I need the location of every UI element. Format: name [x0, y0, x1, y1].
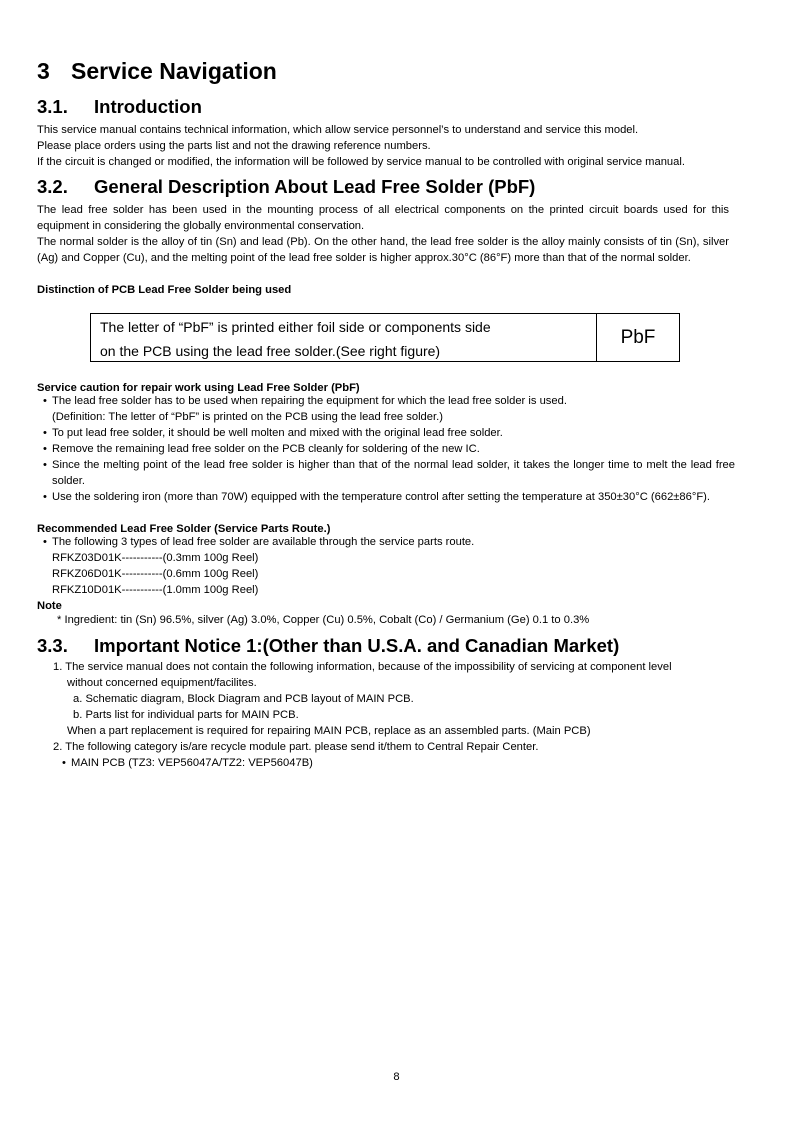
recommended-bullet: • The following 3 types of lead free solder are available through the service parts route. [43, 536, 475, 548]
section-3-2-heading [37, 176, 535, 198]
notice-item-1b: b. Parts list for individual parts for MAIN PCB. [73, 709, 299, 721]
caution-bullet-1: • The lead free solder has to be used when repairing the equipment for which the lead free solder is used. [43, 395, 567, 407]
caution-bullet-4: • Since the melting point of the lead free solder is higher than that of the normal lead solder, it takes the longer time to melt the lead free solder. [43, 459, 735, 487]
intro-line-2: Please place orders using the parts list and not the drawing reference numbers. [37, 140, 431, 152]
caution-bullet-2: • To put lead free solder, it should be well molten and mixed with the original lead free solder. [43, 427, 503, 439]
section-3-3-heading [37, 635, 619, 657]
notice-item-1: 1. The service manual does not contain the following information, because of the impossibility of servicing at component level [53, 661, 672, 673]
bullet: • [62, 757, 66, 769]
part-rfkz06: RFKZ06D01K-----------(0.6mm 100g Reel) [52, 568, 259, 580]
section-title: General Description About Lead Free Solder (PbF) [94, 176, 536, 197]
lead-free-paragraph-1: The lead free solder has been used in the mounting process of all electrical components on the printed circuit boards used for this equipment in considering the globally environmental conservation. [37, 204, 729, 232]
bullet: • [43, 536, 47, 548]
bullet: • [43, 443, 47, 455]
section-title: Important Notice 1:(Other than U.S.A. and Canadian Market) [94, 635, 620, 656]
pbf-notice-line-2: on the PCB using the lead free solder.(See right figure) [100, 343, 441, 359]
chapter-number: 3 [37, 58, 50, 84]
notice-item-1-cont: without concerned equipment/facilites. [67, 677, 257, 689]
caution-bullet-5: • Use the soldering iron (more than 70W) equipped with the temperature control after setting the temperature at 350±30°C (662±86°F). [43, 491, 711, 503]
page-number: 8 [393, 1071, 400, 1083]
notice-item-2: 2. The following category is/are recycle module part. please send it/them to Central Repair Center. [53, 741, 539, 753]
section-number: 3.3. [37, 635, 68, 656]
section-title: Introduction [94, 96, 202, 117]
recommended-solder-heading: Recommended Lead Free Solder (Service Parts Route.) [37, 523, 331, 535]
pbf-definition: (Definition: The letter of “PbF” is printed on the PCB using the lead free solder.) [52, 411, 443, 423]
section-number: 3.1. [37, 96, 68, 117]
chapter-title: Service Navigation [71, 58, 277, 84]
bullet: • [43, 395, 47, 407]
bullet: • [43, 427, 47, 439]
intro-line-3: If the circuit is changed or modified, the information will be followed by service manual to be controlled with original service manual. [37, 156, 685, 168]
lead-free-paragraph-2: The normal solder is the alloy of tin (Sn) and lead (Pb). On the other hand, the lead free solder is the alloy mainly consists of tin (Sn), silver (Ag) and Copper (Cu), and the melting point of the lead free solder is higher approx.30°C (86°F) more than that of the normal solder. [37, 236, 729, 264]
service-caution-heading: Service caution for repair work using Lead Free Solder (PbF) [37, 382, 360, 394]
pbf-notice-line-1: The letter of “PbF” is printed either foil side or components side [100, 319, 491, 335]
part-rfkz03: RFKZ03D01K-----------(0.3mm 100g Reel) [52, 552, 259, 564]
chapter-heading [37, 58, 277, 85]
notice-item-2-bullet: • MAIN PCB (TZ3: VEP56047A/TZ2: VEP56047B) [62, 757, 313, 769]
part-rfkz10: RFKZ10D01K-----------(1.0mm 100g Reel) [52, 584, 259, 596]
caution-bullet-3: • Remove the remaining lead free solder on the PCB cleanly for soldering of the new IC. [43, 443, 480, 455]
bullet: • [43, 491, 47, 503]
section-3-1-heading [37, 96, 202, 118]
notice-item-1-when: When a part replacement is required for repairing MAIN PCB, replace as an assembled parts. (Main PCB) [67, 725, 591, 737]
pbf-notice-box [90, 313, 680, 362]
pbf-notice-text [91, 314, 597, 361]
notice-item-1a: a. Schematic diagram, Block Diagram and PCB layout of MAIN PCB. [73, 693, 414, 705]
distinction-heading: Distinction of PCB Lead Free Solder being used [37, 284, 292, 296]
bullet: • [43, 459, 47, 471]
note-text: * Ingredient: tin (Sn) 96.5%, silver (Ag) 3.0%, Copper (Cu) 0.5%, Cobalt (Co) / Germanium (Ge) 0.1 to 0.3% [57, 614, 590, 626]
section-number: 3.2. [37, 176, 68, 197]
intro-line-1: This service manual contains technical information, which allow service personnel’s to understand and service this model. [37, 124, 639, 136]
note-heading: Note [37, 600, 62, 612]
pbf-mark: PbF [620, 326, 656, 348]
